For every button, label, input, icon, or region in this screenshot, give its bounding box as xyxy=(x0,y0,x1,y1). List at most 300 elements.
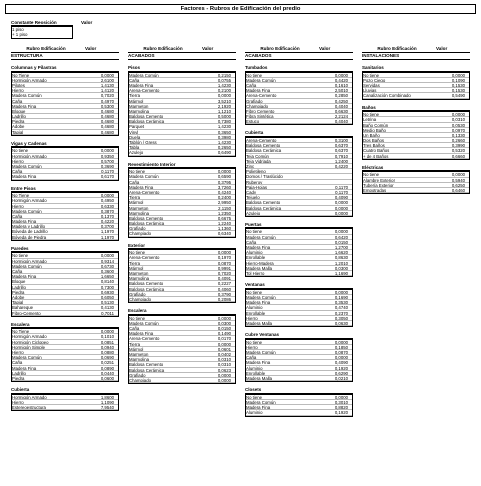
rubro-value: 2,9950 xyxy=(198,200,235,205)
rubro-value: 0,4680 xyxy=(81,130,118,135)
rubro-name: Grafiado xyxy=(129,373,198,378)
rubro-value: 0,4680 xyxy=(81,109,118,114)
rubro-name: Marmolina xyxy=(129,109,198,114)
rubro-name: Caña xyxy=(129,326,198,331)
rubro-value: 0,1690 xyxy=(315,295,352,300)
rubro-name: Estuco xyxy=(246,119,315,124)
constant-block xyxy=(11,20,111,39)
rubro-value: 1,6620 xyxy=(315,250,352,255)
rubro-value: 0,6290 xyxy=(315,371,352,376)
rubro-name: Arena-Cemento xyxy=(246,93,315,98)
rubro-name: Hormigón Simple xyxy=(12,345,81,350)
rubro-value: 0,0890 xyxy=(81,366,118,371)
group-title: Cubierta xyxy=(245,130,353,137)
rubro-value: 1,1970 xyxy=(81,229,118,234)
rubro-name: Aluminio xyxy=(246,410,315,415)
rubro-name: Madera Común xyxy=(246,235,315,240)
rubro-value: 0,0402 xyxy=(198,352,235,357)
rubro-name: Madera Común xyxy=(246,78,315,83)
table-row[interactable] xyxy=(363,188,469,193)
rubro-value: 0,4220 xyxy=(81,219,118,224)
table-row[interactable] xyxy=(12,174,118,179)
table-row[interactable] xyxy=(246,271,352,276)
rubro-name: Tierra xyxy=(129,195,198,200)
rubro-value: 0,4970 xyxy=(81,99,118,104)
constant-option[interactable]: + 1 piso xyxy=(12,32,28,38)
rubro-name: No tiene xyxy=(246,395,315,400)
rubro-group xyxy=(11,65,119,136)
rubro-value: 0,0000 xyxy=(198,373,235,378)
rubro-name: Enrollable xyxy=(246,311,315,316)
rubro-name: Champiado xyxy=(129,231,198,236)
column-value-header: Valor xyxy=(85,46,97,51)
rubro-name: Tol Hierro xyxy=(246,271,315,276)
rubro-name: Fibro Cemento xyxy=(246,109,315,114)
rubro-value: 0,0870 xyxy=(315,350,352,355)
rubro-name: Madera Común xyxy=(129,321,198,326)
group-table xyxy=(11,147,119,180)
rubro-name: Madera Común xyxy=(246,295,315,300)
rubro-name: Tapial xyxy=(12,130,81,135)
rubro-name: Baldosa Cemento xyxy=(129,362,198,367)
rubro-value: 0,2850 xyxy=(315,93,352,98)
rubro-name: Bloque xyxy=(12,279,81,284)
rubro-value: 1,2700 xyxy=(315,245,352,250)
rubro-name: No tiene xyxy=(246,229,315,234)
rubro-value: 0,2660 xyxy=(432,138,469,143)
group-title: Escalera xyxy=(11,322,119,329)
group-title: Cubre Ventanas xyxy=(245,332,353,339)
rubro-name: Madera Fina xyxy=(12,274,81,279)
rubro-name: Caña xyxy=(12,169,81,174)
table-row[interactable] xyxy=(12,376,118,381)
rubro-name: Marmeton xyxy=(129,352,198,357)
rubro-value: 2,1920 xyxy=(198,104,235,109)
rubro-value: 0,0310 xyxy=(198,362,235,367)
rubro-name: Baldosa Cerámica xyxy=(246,206,315,211)
rubro-name: Piedra xyxy=(12,376,81,381)
rubro-value: 0,3050 xyxy=(315,316,352,321)
rubro-name: Letrina xyxy=(363,117,432,122)
group-title: Baños xyxy=(362,105,470,112)
rubro-value: 0,2370 xyxy=(315,311,352,316)
rubro-name: Caña xyxy=(12,99,81,104)
rubro-name: Baldosa Cemento xyxy=(246,143,315,148)
table-row[interactable] xyxy=(246,376,352,381)
rubro-value: 1,2240 xyxy=(198,221,235,226)
rubro-name: Caña xyxy=(246,83,315,88)
rubro-value: 0,9350 xyxy=(81,154,118,159)
rubro-value: 0,2100 xyxy=(198,88,235,93)
rubro-value: 0,0310 xyxy=(432,117,469,122)
rubro-value: 0,0000 xyxy=(315,290,352,295)
rubro-value: 0,0300 xyxy=(198,321,235,326)
rubro-value: 0,6730 xyxy=(81,264,118,269)
rubro-name: Hormigón Armado xyxy=(12,154,81,159)
table-row[interactable] xyxy=(129,231,235,236)
column-acabados-2 xyxy=(245,46,353,417)
content-area xyxy=(5,14,476,486)
group-table xyxy=(362,171,470,194)
rubro-name: Bóveda de Ladrillo xyxy=(12,229,81,234)
group-title: Escalera xyxy=(128,308,236,315)
rubro-value: 1,4120 xyxy=(81,88,118,93)
rubro-name: Tubería Exterior xyxy=(363,183,432,188)
rubro-name: Bahareque xyxy=(12,305,81,310)
rubro-value: 0,0150 xyxy=(198,326,235,331)
rubro-value: 0,0530 xyxy=(432,123,469,128)
rubro-name: No tiene xyxy=(129,316,198,321)
rubro-value: 0,4950 xyxy=(81,198,118,203)
rubro-group xyxy=(128,65,236,157)
rubro-value: 0,6675 xyxy=(198,216,235,221)
table-row[interactable] xyxy=(246,211,352,216)
constant-value-header: Valor xyxy=(81,20,93,25)
rubro-name: Dos Baños xyxy=(363,138,432,143)
rubro-group xyxy=(11,141,119,181)
rubro-group xyxy=(245,332,353,382)
group-title: Revestimiento Interior xyxy=(128,162,236,169)
rubro-value: 1,2010 xyxy=(315,261,352,266)
rubro-value: 0,5320 xyxy=(432,148,469,153)
rubro-value: 0,0755 xyxy=(198,78,235,83)
rubro-name: Madera Común xyxy=(12,209,81,214)
group-table xyxy=(245,394,353,417)
group-table xyxy=(245,137,353,217)
rubro-group xyxy=(245,65,353,125)
rubro-name: Baldosa Cemento xyxy=(129,216,198,221)
rubro-value: 0,6330 xyxy=(81,204,118,209)
rubro-value: 0,1530 xyxy=(432,83,469,88)
column-header-label: Rubro Edificación xyxy=(260,46,300,51)
rubro-value: 1,1970 xyxy=(81,235,118,240)
rubro-value: 0,7910 xyxy=(315,154,352,159)
rubro-name: Pozo Ciego xyxy=(363,78,432,83)
group-table xyxy=(362,72,470,100)
group-table xyxy=(245,228,353,277)
rubro-value: 1,4130 xyxy=(81,83,118,88)
rubro-name: Hierro xyxy=(12,159,81,164)
rubro-value: 0,6170 xyxy=(81,174,118,179)
rubro-group xyxy=(245,387,353,416)
rubro-group xyxy=(245,130,353,216)
table-row[interactable] xyxy=(363,93,469,98)
table-row[interactable] xyxy=(129,297,235,302)
group-table xyxy=(245,339,353,383)
rubro-value: 1,1210 xyxy=(198,109,235,114)
rubro-name: Piedra xyxy=(12,290,81,295)
rubro-value: 1,2400 xyxy=(315,159,352,164)
column-value-header: Valor xyxy=(202,46,214,51)
rubro-value: 0,0000 xyxy=(315,229,352,234)
rubro-name: Madera Fina xyxy=(12,104,81,109)
section-title: INSTALACIONES xyxy=(362,52,470,60)
column-value-header: Valor xyxy=(436,46,448,51)
rubro-name: Madera Fina xyxy=(246,88,315,93)
rubro-value: 0,7300 xyxy=(81,285,118,290)
rubro-name: Hormigón Armado xyxy=(12,259,81,264)
rubro-name: Tierra xyxy=(129,342,198,347)
rubro-value: 2,1150 xyxy=(198,206,235,211)
rubro-value: 0,6250 xyxy=(432,183,469,188)
rubro-name: Domos / Traslúcido xyxy=(246,174,315,179)
rubro-name: No Tiene xyxy=(12,329,81,334)
rubro-value: 0,3980 xyxy=(198,135,235,140)
rubro-value: 0,6340 xyxy=(198,231,235,236)
rubro-value: 0,6590 xyxy=(198,174,235,179)
rubro-name: Champiado xyxy=(246,104,315,109)
rubro-name: Baldosa Cemento xyxy=(246,200,315,205)
group-title: Entre Pisos xyxy=(11,186,119,193)
rubro-value: 0,0970 xyxy=(432,128,469,133)
rubro-name: Mármol xyxy=(129,347,198,352)
rubro-group xyxy=(128,308,236,384)
rubro-name: Polietileno xyxy=(246,169,315,174)
rubro-name: Aluminio xyxy=(246,366,315,371)
rubro-value: 0,0851 xyxy=(81,340,118,345)
group-title: Sanitarios xyxy=(362,65,470,72)
rubro-value: 0,1610 xyxy=(315,83,352,88)
rubro-value: 0,9991 xyxy=(198,266,235,271)
rubro-value: 0,2086 xyxy=(198,297,235,302)
rubro-name: No tiene xyxy=(129,250,198,255)
table-row[interactable] xyxy=(246,321,352,326)
rubro-value: 0,7380 xyxy=(198,119,235,124)
rubro-group xyxy=(11,186,119,241)
rubro-group xyxy=(128,243,236,303)
rubro-value: 0,4130 xyxy=(81,305,118,310)
rubro-value: 1,1360 xyxy=(198,226,235,231)
rubro-group xyxy=(245,222,353,277)
rubro-name: Madera Malla xyxy=(246,321,315,326)
group-table xyxy=(362,111,470,160)
rubro-name: Aluminio xyxy=(246,250,315,255)
rubro-name: Marmeton xyxy=(129,271,198,276)
section-title: ESTRUCTURA xyxy=(11,52,119,60)
rubro-name: Duela xyxy=(129,135,198,140)
rubro-name: Baldosa Cerámica xyxy=(129,287,198,292)
rubro-value: 0,1170 xyxy=(315,185,352,190)
table-row[interactable] xyxy=(246,410,352,415)
rubro-name: Madera Común xyxy=(246,350,315,355)
rubro-name: Madera Fina xyxy=(129,83,198,88)
rubro-name: No Tiene xyxy=(12,193,81,198)
rubro-value: 0,6460 xyxy=(432,188,469,193)
rubro-value: 0,3795 xyxy=(198,180,235,185)
group-title: Tumbados xyxy=(245,65,353,72)
rubro-value: 0,4220 xyxy=(315,164,352,169)
rubro-name: Arena-Cemento xyxy=(129,190,198,195)
rubro-value: 0,8630 xyxy=(315,255,352,260)
rubro-name: Grafiado xyxy=(129,292,198,297)
rubro-name: Teja Común xyxy=(246,154,315,159)
rubro-value: 0,6370 xyxy=(315,143,352,148)
rubro-value: 1,4230 xyxy=(198,83,235,88)
rubro-value: 0,2400 xyxy=(198,195,235,200)
rubro-value: 0,0000 xyxy=(432,112,469,117)
table-row[interactable] xyxy=(12,235,118,240)
rubro-name: Piedra xyxy=(12,119,81,124)
rubro-name: Baldosa Cerámica xyxy=(246,148,315,153)
constant-label: Constante Reosición xyxy=(11,20,73,26)
rubro-value: 0,3790 xyxy=(198,292,235,297)
rubro-value: 0,7020 xyxy=(81,93,118,98)
rubro-value: 0,3870 xyxy=(81,209,118,214)
rubro-name: Madera Fina xyxy=(246,360,315,365)
column-header-label: Rubro Edificación xyxy=(26,46,66,51)
rubro-value: 0,0000 xyxy=(315,395,352,400)
rubro-value: 0,4090 xyxy=(315,195,352,200)
rubro-value: 0,0170 xyxy=(198,336,235,341)
rubro-name: Madera Malla xyxy=(246,376,315,381)
rubro-name: Bóveda de Piedra xyxy=(12,235,81,240)
rubro-name: Hormigón Armado xyxy=(12,78,81,83)
rubro-group xyxy=(11,322,119,382)
rubro-name: Marmolina xyxy=(129,357,198,362)
rubro-name: Teja Vidriada xyxy=(246,159,315,164)
rubro-value: 0,8820 xyxy=(315,405,352,410)
rubro-value: 0,5000 xyxy=(198,114,235,119)
table-row[interactable] xyxy=(12,405,118,410)
rubro-value: 0,2650 xyxy=(198,145,235,150)
rubro-name: Madera Fina xyxy=(246,300,315,305)
table-row[interactable] xyxy=(246,119,352,124)
group-table xyxy=(11,192,119,241)
rubro-value: 0,0000 xyxy=(315,355,352,360)
table-row[interactable] xyxy=(129,150,235,155)
rubro-name: Marmeton xyxy=(129,104,198,109)
rubro-value: 2,2124 xyxy=(315,114,352,119)
rubro-value: 0,3010 xyxy=(315,400,352,405)
table-row[interactable] xyxy=(129,378,235,383)
rubro-group xyxy=(11,246,119,317)
rubro-value: 0,0690 xyxy=(81,355,118,360)
group-title: Vigas y Cadenas xyxy=(11,141,119,148)
rubro-value: 0,0630 xyxy=(315,321,352,326)
rubro-name: Enrollable xyxy=(246,371,315,376)
group-title: Closets xyxy=(245,387,353,394)
section-title: ACABADOS xyxy=(245,52,353,60)
rubro-value: 0,0251 xyxy=(81,360,118,365)
rubro-value: 0,5940 xyxy=(432,178,469,183)
rubro-name: No tiene xyxy=(12,148,81,153)
rubro-name: Grafiado xyxy=(246,99,315,104)
rubro-value: 0,0000 xyxy=(198,93,235,98)
rubro-name: Madera y Ladrillo xyxy=(12,224,81,229)
rubro-value: 0,6050 xyxy=(81,295,118,300)
rubro-value: 0,1170 xyxy=(81,169,118,174)
rubro-value: 0,0150 xyxy=(315,240,352,245)
rubro-name: Bloque xyxy=(12,109,81,114)
rubro-value: 0,1010 xyxy=(81,334,118,339)
rubro-name: Baño Común xyxy=(363,123,432,128)
rubro-value: 1,2350 xyxy=(198,211,235,216)
rubro-name: Cady xyxy=(246,190,315,195)
rubro-name: Un Baño xyxy=(363,133,432,138)
rubro-name: Canalización Combinado xyxy=(363,93,432,98)
rubro-value: 3,7260 xyxy=(198,185,235,190)
rubro-value: 0,3530 xyxy=(315,300,352,305)
rubro-name: Madera Fina xyxy=(12,174,81,179)
rubro-group xyxy=(11,387,119,411)
rubro-value: 0,0300 xyxy=(315,266,352,271)
rubro-value: 1,6650 xyxy=(81,274,118,279)
rubro-value: 0,4680 xyxy=(81,119,118,124)
rubro-value: 3,5210 xyxy=(198,99,235,104)
rubro-value: 0,1330 xyxy=(432,133,469,138)
rubro-value: 0,9314 xyxy=(81,259,118,264)
table-row[interactable] xyxy=(12,311,118,316)
rubro-name: Caña xyxy=(12,214,81,219)
rubro-value: 0,0000 xyxy=(432,73,469,78)
rubro-name: Tres Baños xyxy=(363,143,432,148)
table-row[interactable] xyxy=(363,154,469,159)
column-instalaciones xyxy=(362,46,470,194)
rubro-value: 0,5490 xyxy=(432,93,469,98)
rubro-name: Madera Fina xyxy=(129,331,198,336)
rubro-name: Arena-Cemento xyxy=(129,336,198,341)
rubro-name: Baldosa Cemento xyxy=(129,281,198,286)
group-title: Paredes xyxy=(11,246,119,253)
table-row[interactable] xyxy=(12,130,118,135)
rubro-value: 0,4091 xyxy=(198,276,235,281)
rubro-name: Zinc xyxy=(246,164,315,169)
rubro-value: 0,4420 xyxy=(315,78,352,83)
rubro-name: Arena-Cemento xyxy=(246,138,315,143)
group-table xyxy=(245,72,353,126)
rubro-value: 0,5300 xyxy=(81,104,118,109)
rubro-value: 0,0940 xyxy=(81,345,118,350)
rubro-value: 0,0000 xyxy=(198,169,235,174)
rubro-group xyxy=(362,165,470,194)
rubro-name: Tejuelo xyxy=(246,195,315,200)
rubro-value: 0,5130 xyxy=(81,300,118,305)
rubro-name: Tablón / Gress xyxy=(129,140,198,145)
rubro-value: 0,0000 xyxy=(432,172,469,177)
rubro-value: 0,0000 xyxy=(315,200,352,205)
rubro-name: Mármol xyxy=(129,99,198,104)
rubro-value: 0,4680 xyxy=(81,124,118,129)
rubro-value: 0,0000 xyxy=(198,250,235,255)
rubro-name: No tiene xyxy=(246,73,315,78)
rubro-group xyxy=(362,105,470,160)
rubro-name: Mármol xyxy=(129,200,198,205)
rubro-value: 0,0600 xyxy=(81,376,118,381)
rubro-name: Hierro xyxy=(12,400,81,405)
rubro-value: 0,6420 xyxy=(315,235,352,240)
rubro-value: 0,0000 xyxy=(81,148,118,153)
rubro-name: Estereoestructura xyxy=(12,405,81,410)
rubro-name: Madera Común xyxy=(12,164,81,169)
rubro-value: 0,6930 xyxy=(81,290,118,295)
rubro-name: Ladrillo xyxy=(12,114,81,119)
rubro-name: No tiene xyxy=(363,112,432,117)
rubro-value: 0,0000 xyxy=(81,73,118,78)
rubro-name: Champiado xyxy=(129,378,198,383)
group-table xyxy=(11,252,119,316)
rubro-name: Madera Común xyxy=(246,400,315,405)
rubro-value: 1,4230 xyxy=(198,140,235,145)
rubro-name: Madera Fina xyxy=(246,245,315,250)
rubro-name: Baldosa Cerámica xyxy=(129,119,198,124)
page-title: Factores - Rubros de Edificación del predio xyxy=(5,4,476,14)
rubro-value: 0,4250 xyxy=(315,99,352,104)
rubro-value: 0,1920 xyxy=(315,410,352,415)
rubro-value: 0,0601 xyxy=(198,347,235,352)
constant-option[interactable]: 1 piso xyxy=(12,27,24,32)
group-title: Pisos xyxy=(128,65,236,72)
constant-options xyxy=(11,26,73,39)
